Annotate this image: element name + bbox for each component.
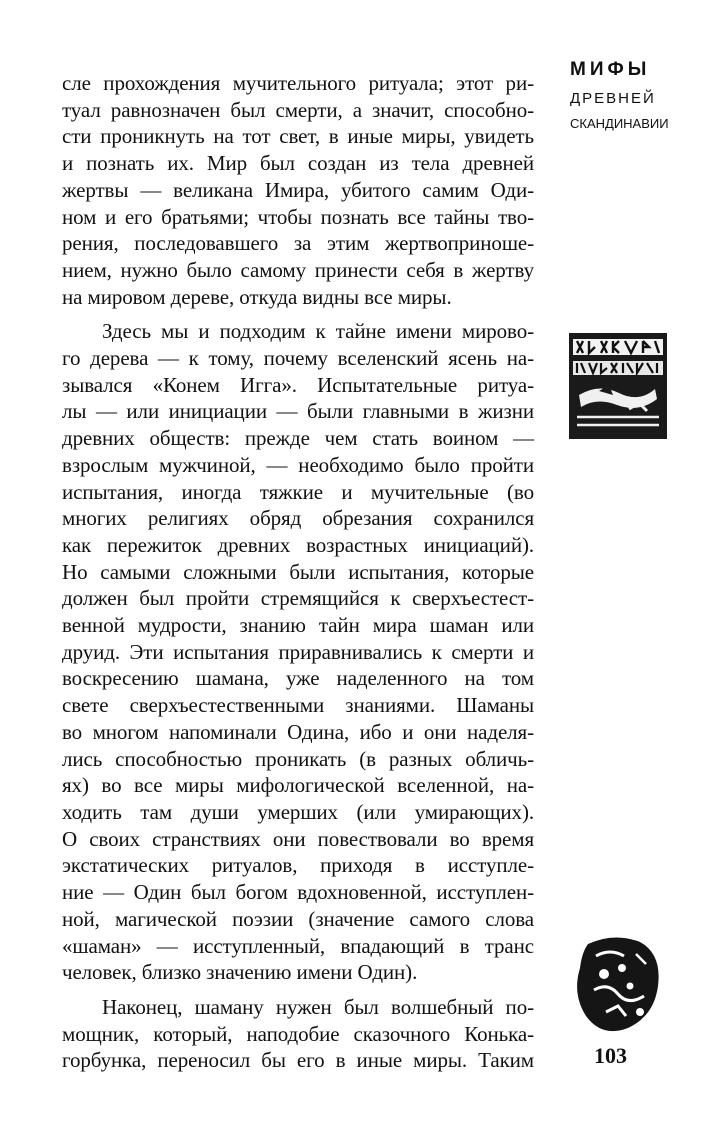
text-line: ном и его братьями; чтобы познать все тайны тво- [62, 204, 534, 229]
text-line: туал равнозначен был смерти, а значит, способно- [62, 97, 534, 122]
text-line: зывался «Конем Игга». Испытательные ритуа- [62, 372, 534, 397]
body-text [62, 70, 534, 1074]
text-line: горбунка, переносил бы его в иные миры. Таким [62, 1048, 534, 1073]
text-line: воскресению шамана, уже наделенного на том [62, 666, 534, 691]
text-line: сле прохождения мучительного ритуала; этот ри- [62, 71, 534, 95]
text-line: на мировом дереве, откуда видны все миры. [62, 284, 452, 309]
text-line: мощник, который, наподобие сказочного Конька- [62, 1021, 534, 1046]
text-line: Здесь мы и подходим к тайне имени мирово- [102, 319, 534, 344]
text-line: многих религиях обряд обрезания сохранился [62, 506, 534, 531]
text-line: жертвы — великана Имира, убитого самим Оди- [62, 177, 534, 202]
text-line: Наконец, шаману нужен был волшебный по- [102, 994, 534, 1019]
text-line: нием, нужно было самому принести себя в жертву [62, 257, 534, 282]
text-line: ходить там души умерших (или умирающих). [62, 799, 534, 824]
text-line: Но самыми сложными были испытания, которые [62, 559, 534, 584]
text-line: должен был пройти стремящийся к сверхъестест- [62, 586, 534, 611]
running-header [570, 58, 670, 134]
text-line: сти проникнуть на тот свет, в иные миры, увидеть [62, 124, 534, 149]
text-line: го дерева — к тому, почему вселенский ясень на- [62, 346, 534, 371]
text-line: ях) во все миры мифологической вселенной, на- [62, 773, 534, 798]
text-line: как пережиток древних возрастных инициаций). [62, 532, 534, 557]
header-title-line3: СКАНДИНАВИИ [570, 116, 669, 131]
ornament-icon [574, 934, 664, 1034]
header-title-line2: ДРЕВНЕЙ [570, 90, 656, 107]
paragraph-gap [62, 986, 534, 994]
text-line: взрослым мужчиной, — необходимо было пройти [62, 452, 534, 477]
text-line: человек, близко значению имени Один). [62, 960, 418, 985]
text-line: «шаман» — исступленный, впадающий в транс [62, 933, 534, 958]
paragraph-gap [62, 310, 534, 318]
text-line: во многом напоминали Одина, ибо и они наделя- [62, 719, 534, 744]
page-number: 103 [594, 1043, 627, 1068]
text-line: лы — или инициации — были главными в жизни [62, 399, 534, 424]
text-line: древних обществ: прежде чем стать воином — [62, 426, 534, 451]
text-line: испытания, иногда тяжкие и мучительные (во [62, 479, 534, 504]
header-title-line1: МИФЫ [570, 59, 651, 80]
text-line: экстатических ритуалов, приходя в исступле- [62, 853, 534, 878]
text-line: друид. Эти испытания приравнивались к смерти и [62, 639, 534, 664]
text-line: рения, последовавшего за этим жертвоприноше- [62, 231, 534, 256]
text-line: венной мудрости, знанию тайн мира шаман или [62, 613, 534, 638]
text-line: лись способностью проникать (в разных обличь- [62, 746, 534, 771]
text-line: ной, магической поэзии (значение самого слова [62, 906, 534, 931]
text-line: ние — Один был богом вдохновенной, исступлен- [62, 880, 534, 905]
text-line: О своих странствиях они повествовали во время [62, 826, 534, 851]
text-line: свете сверхъестественными знаниями. Шаманы [62, 693, 534, 718]
runic-emblem-icon [569, 333, 667, 439]
text-line: и познать их. Мир был создан из тела древней [62, 151, 534, 176]
